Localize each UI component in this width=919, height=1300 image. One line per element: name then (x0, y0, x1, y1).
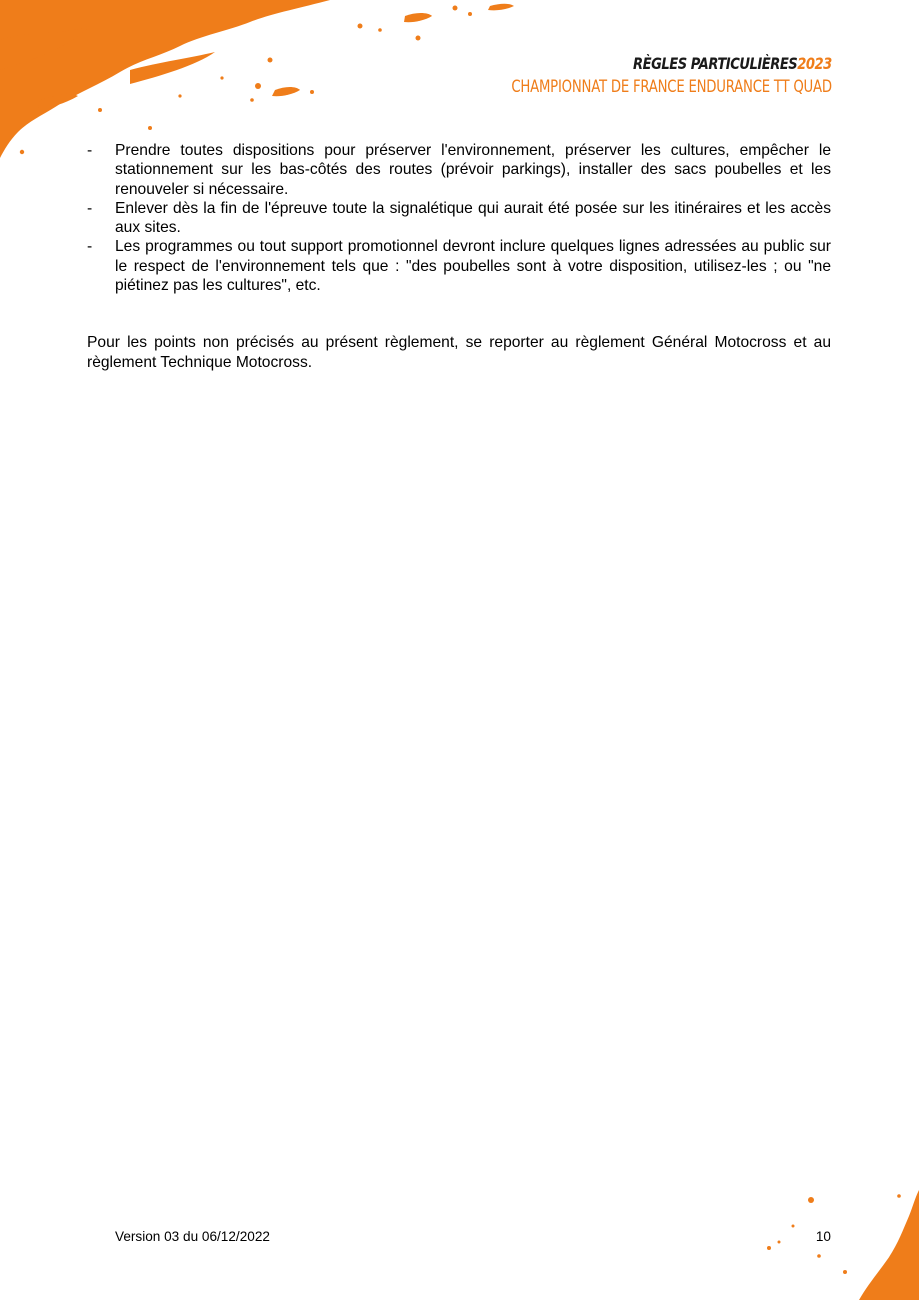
bullet-marker: - (87, 142, 93, 159)
paint-splash-bottom-icon (749, 1190, 919, 1300)
closing-paragraph: Pour les points non précisés au présent règlement, se reporter au règlement Général Motocross et au règlement Technique Motocross. (87, 334, 831, 371)
version-label: Version 03 du 06/12/2022 (115, 1229, 270, 1244)
bullet-marker: - (87, 238, 93, 256)
list-item-text: Enlever dès la fin de l'épreuve toute la signalétique qui aurait été posée sur les itinéraires et les accès aux sites. (115, 199, 831, 237)
bullet-marker: - (87, 199, 93, 217)
bullet-list (87, 141, 831, 295)
document-subtitle: CHAMPIONNAT DE FRANCE ENDURANCE TT QUAD (511, 77, 832, 97)
list-item (87, 237, 831, 295)
page-footer (115, 1229, 831, 1244)
document-header (421, 56, 832, 96)
list-item-text: Prendre toutes dispositions pour préserver l'environnement, préserver les cultures, empêcher le stationnement sur les bas-côtés des routes (prévoir parkings), installer des sacs poubelles et les renouveler si nécessaire. (115, 142, 831, 198)
list-item (87, 141, 831, 199)
title-prefix: RÈGLES PARTICULIÈRES (633, 54, 798, 73)
page-number: 10 (815, 1229, 831, 1244)
document-body (87, 141, 831, 372)
document-title (495, 56, 832, 72)
list-item (87, 199, 831, 238)
list-item-text: Les programmes ou tout support promotionnel devront inclure quelques lignes adressées au public sur le respect de l'environnement tels que : "des poubelles sont à votre disposition, utilisez-les ; ou "ne piétinez pas les cultures", etc. (115, 238, 831, 295)
title-year: 2023 (797, 54, 832, 73)
